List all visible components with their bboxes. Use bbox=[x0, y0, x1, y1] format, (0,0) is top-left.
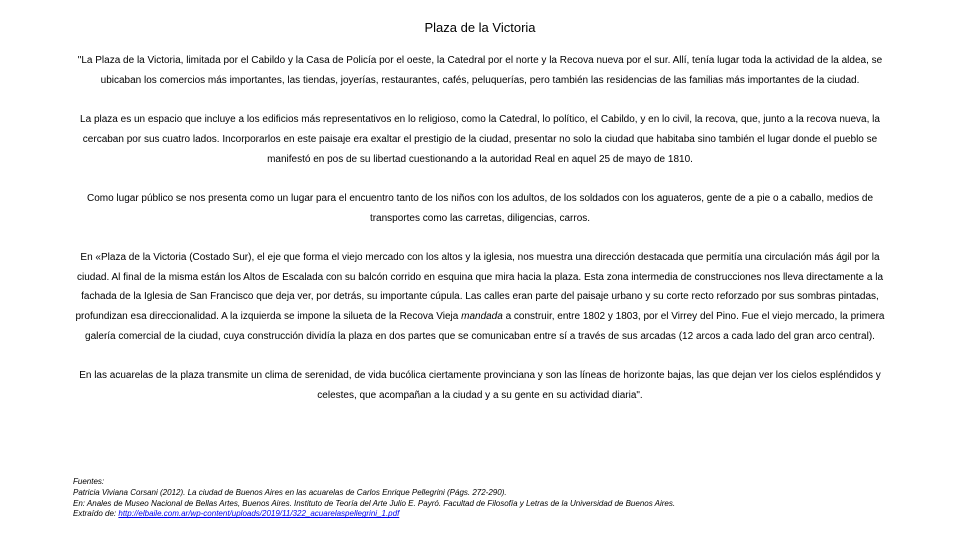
paragraph-3: Como lugar público se nos presenta como un lugar para el encuentro tanto de los niños con los adultos, de los soldados con los aguateros, gente de a pie o a caballo, medios de transportes como las carretas, diligencias, carros. bbox=[86, 192, 874, 224]
paragraph-4-italic-word: mandada bbox=[461, 311, 503, 323]
paragraph-5: En las acuarelas de la plaza transmite un clima de serenidad, de vida bucólica ciertamente provinciana y son las líneas de horizonte bajas, las que dejan ver los cielos espléndidos y celestes, que acompañan a la ciudad y a su gente en su actividad diaria". bbox=[79, 370, 881, 401]
source-reference-1: Patricia Viviana Corsani (2012). La ciudad de Buenos Aires en las acuarelas de Carlos Enrique Pellegrini (Págs. 272-290). bbox=[73, 487, 507, 497]
body-text bbox=[66, 51, 894, 406]
page-title: Plaza de la Victoria bbox=[424, 20, 536, 35]
sources-heading: Fuentes: bbox=[73, 477, 105, 486]
paragraph-4-text-start: En «Plaza de la Victoria (Costado Sur), el eje que forma el viejo mercado con los altos y la iglesia, nos muestra una dirección destacada que permitía una circulación más ágil por la ciudad. Al final de la misma están los Altos de Escalada con su balcón corrido en esquina que mira hacia la plaza. Esta zona intermedia de construcciones nos lleva directamente a la fachada de la Iglesia de San Francisco que deja ver, por detrás, su importante cúpula. Las calles eran parte del paisaje urbano y su corte recto reforzado por sus sombras pintadas, profundizan esa direccionalidad. A la izquierda se impone la silueta de la Recova Vieja bbox=[75, 251, 883, 323]
paragraph-1: "La Plaza de la Victoria, limitada por el Cabildo y la Casa de Policía por el oeste, la Catedral por el norte y la Recova nueva por el sur. Allí, tenía lugar toda la actividad de la aldea, se ubicaban los comercios más importantes, las tiendas, joyerías, restaurantes, cafés, peluquerías, pero también las residencias de las familias más importantes de la ciudad. bbox=[77, 55, 883, 86]
source-extract-label: Extraído de: bbox=[73, 509, 117, 519]
source-reference-2: En: Anales de Museo Nacional de Bellas Artes, Buenos Aires. Instituto de Teoría del Arte Julio E. Payró. Facultad de Filosofía y Letras de la Universidad de Buenos Aires. bbox=[73, 498, 676, 508]
paragraph-4 bbox=[66, 248, 894, 347]
source-extract bbox=[73, 509, 913, 520]
sources bbox=[73, 477, 913, 520]
paragraph-4-text-end: a construir, entre 1802 y 1803, por el Virrey del Pino. Fue el viejo mercado, la primera galería comercial de la ciudad, cuya construcción dividía la plaza en dos partes que se comunicaban entre sí a través de sus arcadas (12 arcos a cada lado del gran arco central). bbox=[85, 311, 885, 342]
paragraph-2: La plaza es un espacio que incluye a los edificios más representativos en lo religioso, como la Catedral, lo político, el Cabildo, y en lo civil, la recova, que, junto a la recova nueva, la cercaban por sus cuatro lados. Incorporarlos en este paisaje era exaltar el prestigio de la ciudad, presentar no solo la ciudad que habitaba sino también el lugar donde el pueblo se manifestó en pos de su libertad cuestionando a la autoridad Real en aquel 25 de mayo de 1810. bbox=[80, 114, 880, 165]
source-link[interactable]: http://elbaile.com.ar/wp-content/uploads/2019/11/322_acuarelaspellegrini_1.pdf bbox=[118, 509, 400, 519]
